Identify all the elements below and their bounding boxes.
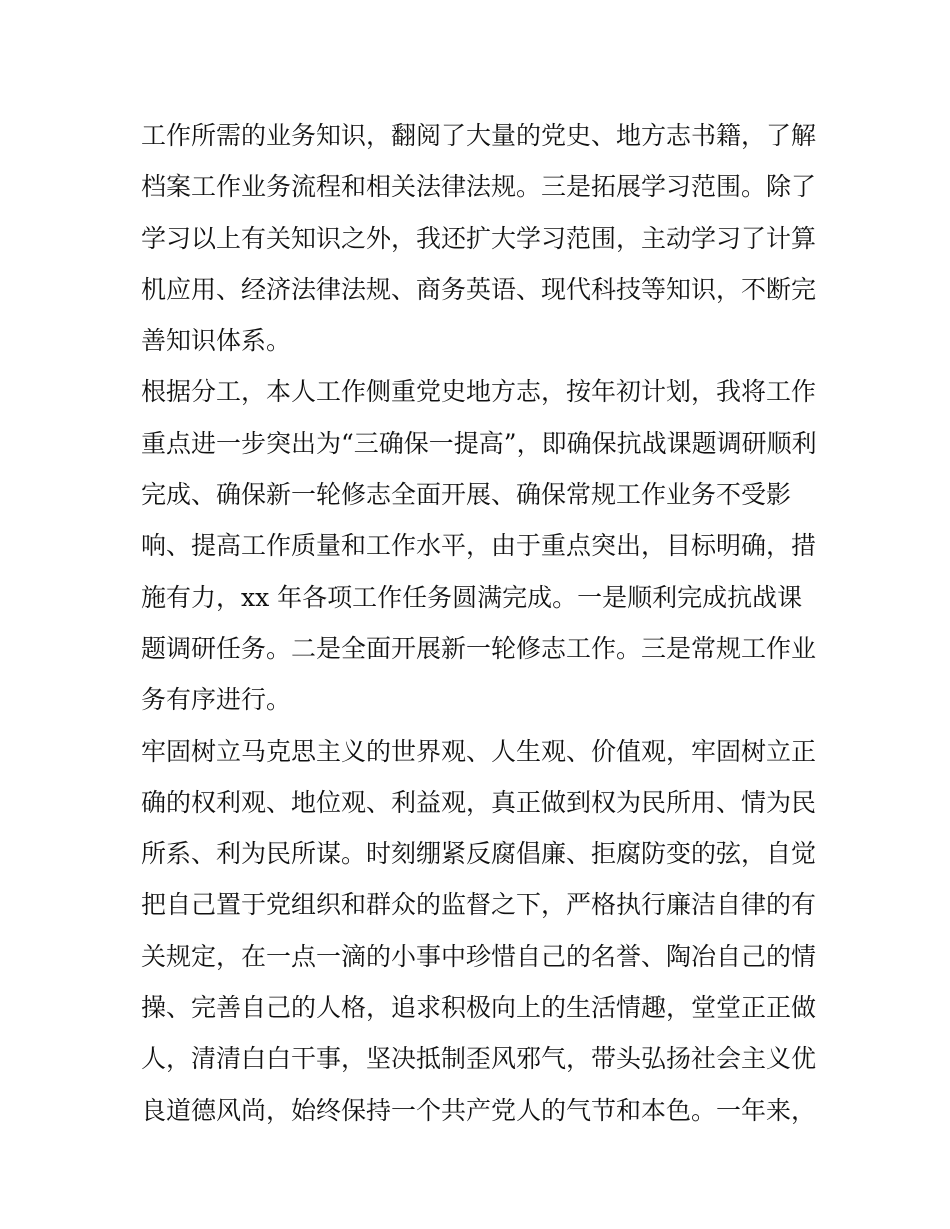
text-line: 完成、确保新一轮修志全面开展、确保常规工作业务不受影 [141,480,792,510]
text-line: 关规定，在一点一滴的小事中珍惜自己的名誉、陶冶自己的情 [141,941,817,971]
text-line: 施有力，xx 年各项工作任务圆满完成。一是顺利完成抗战课 [141,582,803,612]
text-line: 学习以上有关知识之外，我还扩大学习范围，主动学习了计算 [141,223,817,253]
text-line: 工作所需的业务知识，翻阅了大量的党史、地方志书籍，了解 [141,121,817,150]
text-line: 所系、利为民所谋。时刻绷紧反腐倡廉、拒腐防变的弦，自觉 [141,839,817,869]
text-line: 善知识体系。 [141,326,292,356]
text-line: 人，清清白白干事，坚决抵制歪风邪气，带头弘扬社会主义优 [141,1044,817,1074]
paragraph-3 [141,726,821,1136]
text-line: 档案工作业务流程和相关法律法规。三是拓展学习范围。除了 [141,172,817,202]
text-line: 重点进一步突出为“三确保一提高”，即确保抗战课题调研顺利 [141,428,817,458]
text-line: 牢固树立马克思主义的世界观、人生观、价值观，牢固树立正 [141,736,817,766]
paragraph-2 [141,366,821,725]
text-line: 根据分工，本人工作侧重党史地方志，按年初计划，我将工作 [141,377,817,407]
body-text [141,110,821,1136]
text-line: 操、完善自己的人格，追求积极向上的生活情趣，堂堂正正做 [141,993,817,1023]
paragraph-1 [141,110,821,366]
text-line: 务有序进行。 [141,685,292,715]
text-line: 良道德风尚，始终保持一个共产党人的气节和本色。一年来， [141,1095,817,1125]
text-line: 确的权利观、地位观、利益观，真正做到权为民所用、情为民 [141,787,817,817]
text-line: 机应用、经济法律法规、商务英语、现代科技等知识，不断完 [141,274,817,304]
text-line: 响、提高工作质量和工作水平，由于重点突出，目标明确，措 [141,531,817,561]
text-line: 把自己置于党组织和群众的监督之下，严格执行廉洁自律的有 [141,890,817,920]
text-line: 题调研任务。二是全面开展新一轮修志工作。三是常规工作业 [141,633,817,663]
